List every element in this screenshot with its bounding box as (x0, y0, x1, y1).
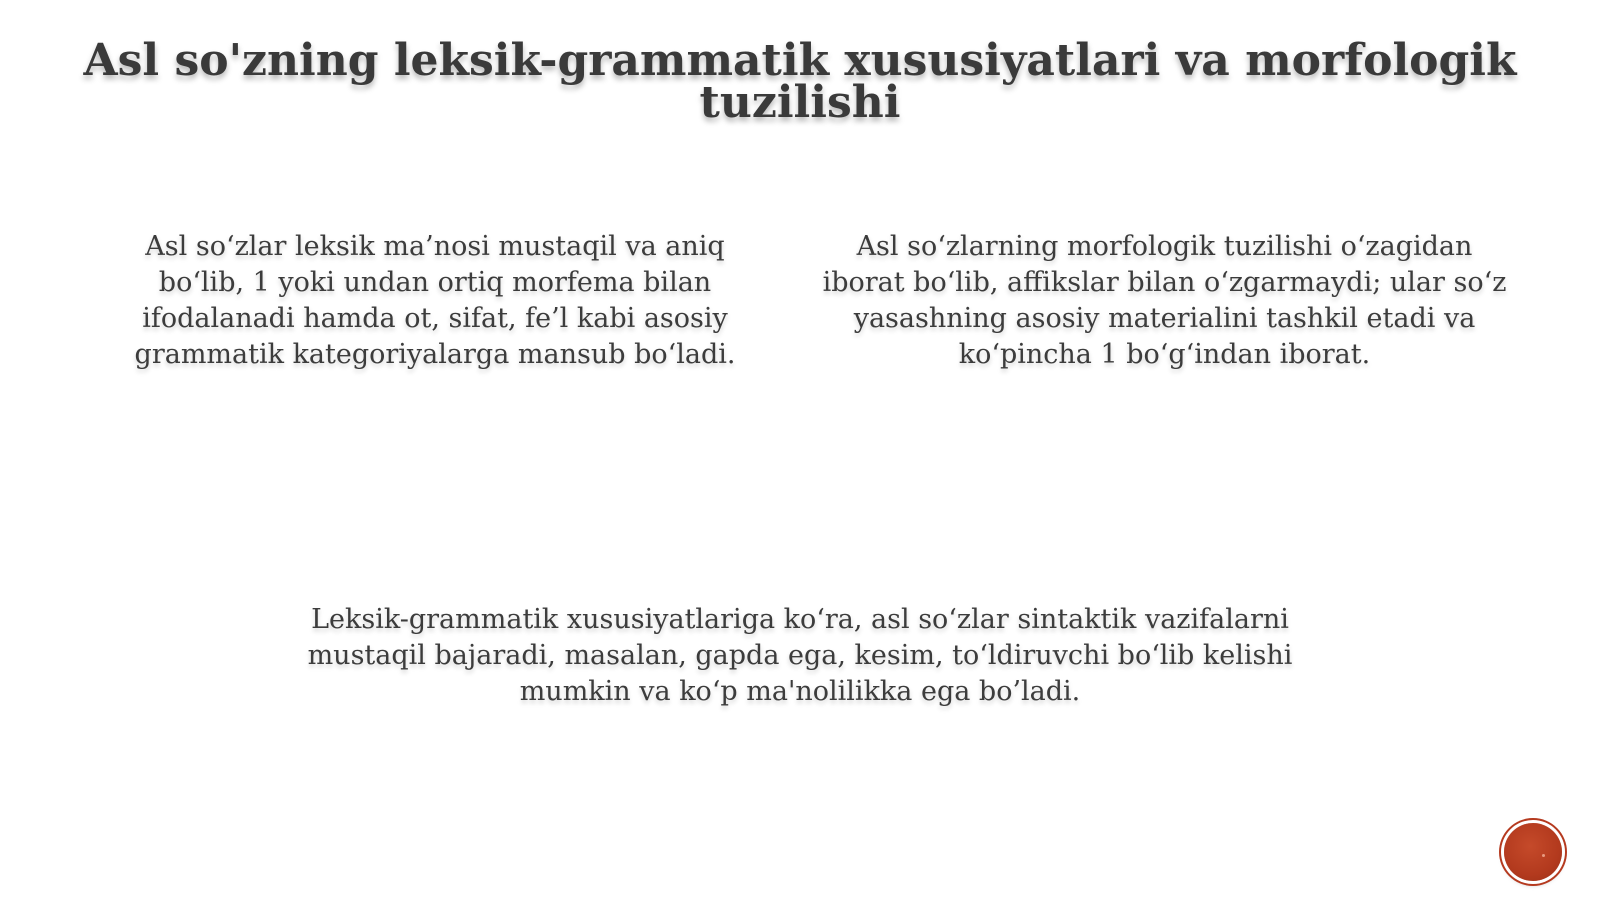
right-paragraph: Asl so‘zlarning morfologik tuzilishi o‘zagidan iborat bo‘lib, affikslar bilan o‘zgarmaydi; ular so‘z yasashning asosiy materialini tashkil etadi va ko‘pincha 1 bo‘g‘indan iborat. (822, 231, 1507, 370)
slide-title: Asl so'zning leksik-grammatik xususiyatlari va morfologik tuzilishi (83, 35, 1517, 128)
circle-nav-icon (1542, 854, 1545, 857)
slide-nav-button[interactable] (1504, 823, 1562, 881)
bottom-paragraph: Leksik-grammatik xususiyatlariga ko‘ra, asl so‘zlar sintaktik vazifalarni mustaqil bajaradi, masalan, gapda ega, kesim, to‘ldiruvchi bo‘lib kelishi mumkin va ko‘p ma'nolilikka ega bo’ladi. (307, 604, 1293, 707)
left-paragraph: Asl so‘zlar leksik ma’nosi mustaqil va aniq bo‘lib, 1 yoki undan ortiq morfema bilan ifodalanadi hamda ot, sifat, fe’l kabi asosiy grammatik kategoriyalarga mansub bo‘ladi. (134, 231, 736, 370)
